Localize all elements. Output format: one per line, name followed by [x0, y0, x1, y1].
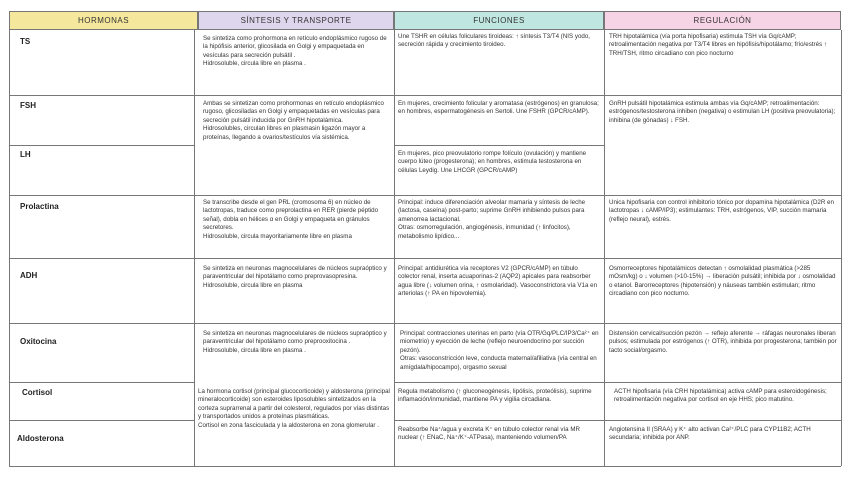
funciones-lh: En mujeres, pico preovulatorio rompe folículo (ovulación) y mantiene cuerpo lúteo (progesterona); en hombres, estimula testosterona en células Leydig. Une LHCGR (GPCR/cAMP) [398, 150, 587, 174]
row-divider [9, 95, 841, 96]
header-funciones: FUNCIONES [394, 11, 604, 30]
funciones-prolactina-text: Principal: induce diferenciación alveolar mamaria y síntesis de leche (lactosa, caseína) post-parto; suprime GnRH inhibiendo pulsos para amenorrea lactacional. [398, 199, 586, 223]
sintesis-ts-text: Se sintetiza como prohormona en retículo endoplásmico rugoso de la hipófisis anterior, glicosilada en Golgi y empaquetada en vesículas para secreción pulsátil . [203, 35, 387, 59]
funciones-ts: Une TSHR en células foliculares tiroideas: ↑ síntesis T3/T4 (NIS yodo, secreción rápida y crecimiento tiroideo. [398, 33, 591, 49]
sintesis-fsh-lh [203, 100, 389, 192]
hormone-name-adh: ADH [20, 271, 38, 280]
funciones-adh: Principal: antidiurética vía receptores V2 (GPCR/cAMP) en túbulo colector renal, inserta acuaporinas-2 (AQP2) apicales para reabsorber agua libre (↓ volumen orina, ↑ osmolaridad). Vasoconstrictora vía V1a en arteriolas (↑ PA en hipovolemia). [398, 265, 598, 298]
header-sintesis: SÍNTESIS Y TRANSPORTE [198, 11, 394, 30]
sintesis-prolactina-text: Se transcribe desde el gen PRL (cromosoma 6) en núcleo de lactotropas, traduce como preprolactina en RER (pierde péptido señal), dobla en hélices α en Golgi y empaqueta en gránulos secretores. [203, 199, 379, 232]
sintesis-ts [203, 35, 389, 93]
sintesis-corticoides-text: Cortisol en zona fasciculada y la aldosterona en zona glomerular . [198, 421, 379, 429]
col-divider [841, 30, 842, 466]
funciones-prolactina [398, 199, 600, 257]
header-regulacion: REGULACIÓN [604, 11, 841, 30]
col-divider [604, 30, 605, 466]
sintesis-prolactina-text: Hidrosoluble, circula mayoritariamente libre en plasma [203, 232, 352, 240]
sintesis-oxitocina [203, 330, 389, 380]
sintesis-oxitocina-text: Se sintetiza en neuronas magnocelulares de núcleos supraóptico y paraventricular del hipotálamo como preprooxitocina . [203, 330, 387, 346]
funciones-cortisol: Regula metabolismo (↑ gluconeogénesis, lipólisis, proteólisis), suprime inflamación/inmunidad, mantiene PA y vigilia circadiana. [398, 388, 592, 404]
funciones-fsh: En mujeres, crecimiento folicular y aromatasa (estrógenos) en granulosa; en hombres, espermatogénesis en Sertoli. Une FSHR (GPCR/cAMP). [398, 100, 599, 116]
sintesis-fsh-text: Ambas se sintetizan como prohormonas en retículo endoplásmico rugoso, glicosiladas en Golgi y empaquetadas en vesículas para secreción pulsátil inducida por GnRH hipotalámica. [203, 100, 384, 124]
row-divider [9, 258, 841, 259]
funciones-aldosterona: Reabsorbe Na⁺/agua y excreta K⁺ en túbulo colector renal vía MR nuclear (↑ ENaC, Na⁺/K⁺-ATPasa), manteniendo volumen/PA [398, 426, 580, 442]
sintesis-adh-text: Hidrosoluble, circula libre en plasma [203, 281, 303, 289]
col-divider [394, 30, 395, 466]
row-divider [9, 466, 841, 467]
sintesis-cortisol-aldosterona [198, 388, 390, 464]
sintesis-ts-text: Hidrosoluble, circula libre en plasma . [203, 60, 306, 68]
hormone-name-cortisol: Cortisol [22, 388, 53, 397]
row-divider [9, 323, 841, 324]
hormone-name-lh: LH [20, 150, 31, 159]
funciones-oxitocina-text: Otras: vasoconstricción leve, conducta maternal/afiliativa (vía central en amígdala/hipocampo), orgasmo sexual [400, 355, 597, 371]
regulacion-cortisol: ACTH hipofisaria (vía CRH hipotalámica) activa cAMP para esteroidogénesis; retroalimentación negativa por cortisol en eje HHS; pico matutino. [614, 388, 827, 404]
hormone-name-aldosterona: Aldosterona [17, 434, 64, 443]
row-divider [9, 382, 194, 383]
hormone-name-prolactina: Prolactina [20, 202, 59, 211]
col-divider [194, 30, 195, 466]
hormone-name-oxitocina: Oxitocina [20, 337, 57, 346]
sintesis-corticoides-text: La hormona cortisol (principal glucocorticoide) y aldosterona (principal mineralocorticoide) son esteroides liposolubles sintetizados en la corteza suprarrenal a partir del colesterol, regulados por vías distintas y transportados unidos a proteínas plasmáticas. [198, 388, 390, 421]
sintesis-prolactina [203, 199, 389, 257]
hormone-name-fsh: FSH [20, 101, 36, 110]
sintesis-fsh-text: Hidrosolubles, circulan libres en plasmasin ligazón mayor a proteínas, llegando a ovarios/testículos vía sistémica. [203, 125, 366, 141]
row-divider [9, 420, 194, 421]
regulacion-adh: Osmorreceptores hipotalámicos detectan ↑ osmolalidad plasmática (>285 mOsm/kg) o ↓ volumen (>10-15%) → liberación pulsátil; inhibida por ↓ osmolalidad o etanol. Barorreceptores (hipotensión) y náuseas también estimulan; ritmo circadiano con pico nocturno. [609, 265, 836, 298]
row-divider [394, 382, 841, 383]
regulacion-aldosterona: Angiotensina II (SRAA) y K⁺ alto activan Ca²⁺/PLC para CYP11B2; ACTH secundaria; inhibida por ANP. [609, 426, 811, 442]
regulacion-oxitocina: Distensión cervical/succión pezón → reflejo aferente → ráfagas neuronales liberan pulsos; estimulada por estrógenos (↑ OTR), inhibida por progesterona; también por tacto social/orgasmo. [609, 330, 837, 354]
regulacion-ts: TRH hipotalámica (vía porta hipofisaria) estimula TSH vía Gq/cAMP; retroalimentación negativa por T3/T4 libres en hipófisis/hipotálamo; frío/estrés ↑ TRH/TSH, ritmo circadiano con pico nocturno [609, 33, 827, 57]
sintesis-adh [203, 265, 389, 321]
funciones-oxitocina [400, 330, 600, 380]
row-divider [9, 195, 841, 196]
header-hormonas: HORMONAS [9, 11, 198, 30]
sintesis-oxitocina-text: Hidrosoluble, circula libre en plasma . [203, 346, 306, 354]
hormone-name-ts: TS [20, 37, 31, 46]
sintesis-adh-text: Se sintetiza en neuronas magnocelulares de núcleos supraóptico y paraventricular del hipotálamo como preprovasopresina. [203, 265, 387, 281]
funciones-prolactina-text: Otras: osmorregulación, angiogénesis, inmunidad (↑ linfocitos), metabolismo lipídico... [398, 224, 571, 240]
funciones-oxitocina-text: Principal: contracciones uterinas en parto (vía OTR/Gq/PLC/IP3/Ca²⁺ en miometrio) y eyección de leche (reflejo neuroendocrino por succión pezón). [400, 330, 599, 354]
row-divider [9, 145, 194, 146]
row-divider [394, 420, 841, 421]
regulacion-fsh-lh: GnRH pulsátil hipotalámica estimula ambas vía Gq/cAMP; retroalimentación: estrógenos/testosterona inhiben (negativa) o estimulan LH (positiva preovulatoria); inhibina (de gónadas) ↓ FSH. [609, 100, 836, 124]
regulacion-prolactina: Única hipofisaria con control inhibitorio tónico por dopamina hipotalámica (D2R en lactotropas ↓ cAMP/IP3); estimulantes: TRH, estrógenos, VIP, succión mamaria (reflejo neural), estrés. [609, 199, 834, 223]
col-divider [9, 30, 10, 466]
row-divider [394, 145, 604, 146]
